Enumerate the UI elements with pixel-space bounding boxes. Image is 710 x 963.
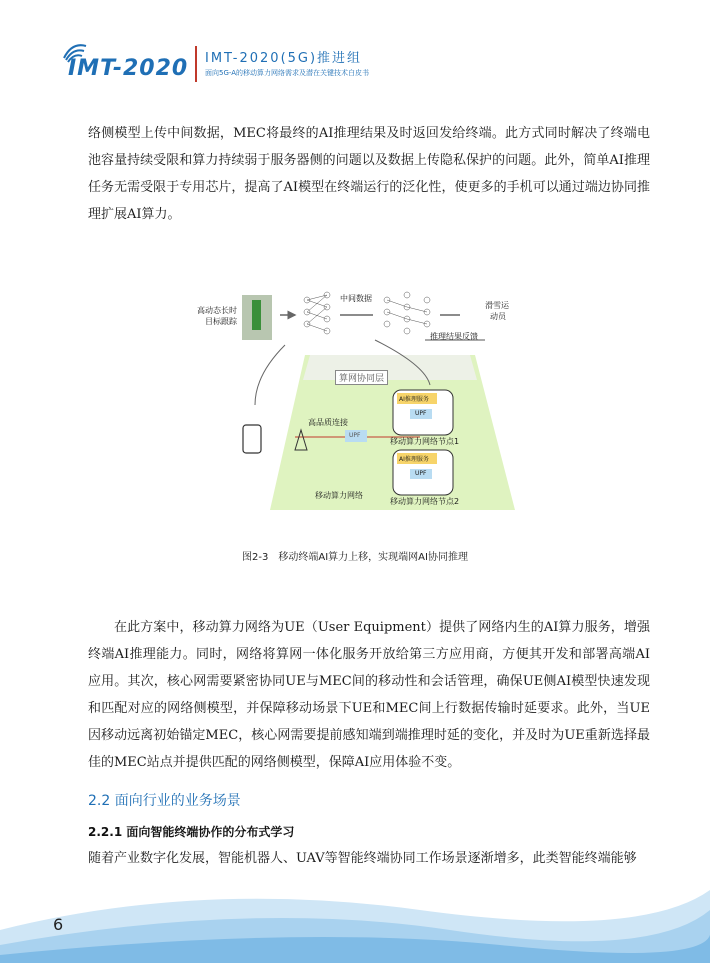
label-result2: 动员 <box>490 312 506 321</box>
label-ai-service-1: AI推理服务 <box>399 396 429 403</box>
section-heading-2-2: 2.2 面向行业的业务场景 <box>88 793 241 809</box>
page-header <box>0 0 710 100</box>
neural-net-left <box>304 292 330 334</box>
label-quality: 高品质连接 <box>308 418 348 427</box>
label-feedback: 推理结果反馈 <box>430 332 478 341</box>
label-network: 移动算力网络 <box>315 491 363 500</box>
label-upf-1: UPF <box>415 410 427 417</box>
footer-wave <box>0 870 710 963</box>
page-number: 6 <box>53 915 64 934</box>
label-node1: 移动算力网络节点1 <box>390 437 460 446</box>
label-ai-service-2: AI推理服务 <box>399 456 429 463</box>
neural-net-right <box>384 292 430 334</box>
figure-caption: 图2-3 移动终端AI算力上移，实现端网AI协同推理 <box>242 552 468 563</box>
label-upf-main: UPF <box>349 432 361 439</box>
imt-logo <box>60 44 190 84</box>
figure-2-3 <box>197 285 515 520</box>
paragraph-solution: 在此方案中，移动算力网络为UE（User Equipment）提供了网络内生的AI算力服务，增强终端AI推理能力。同时，网络将算网一体化服务开放给第三方应用商，方便其开发和部署高端AI应用。其次，核心网需要紧密协同UE与MEC间的移动性和会话管理，确保UE侧AI模型快速发现和匹配对应的网络侧模型，并保障移动场景下UE和MEC间上行数据传输时延要求。此外，当UE因移动远离初始锚定MEC，核心网需要提前感知端到端推理时延的变化，并及时为UE重新选择最佳的MEC站点并提供匹配的网络侧模型，保障AI应用体验不变。 <box>88 620 650 770</box>
paragraph-intro: 络侧模型上传中间数据，MEC将最终的AI推理结果及时返回发给终端。此方式同时解决了终端电池容量持续受限和算力持续弱于服务器侧的问题以及数据上传隐私保护的问题。此外，简单AI推理任务无需受限于专用芯片，提高了AI模型在终端运行的泛化性，使更多的手机可以通过端边协同推理扩展AI算力。 <box>88 126 650 222</box>
label-layer: 算网协同层 <box>335 370 388 385</box>
label-tracking: 高动态长时 <box>197 306 237 315</box>
layer-plane <box>303 355 477 380</box>
header-subtitle: 面向5G-A的移动算力网络需求及潜在关键技术白皮书 <box>205 69 370 77</box>
phone-icon <box>243 425 261 453</box>
header-title: IMT-2020(5G)推进组 <box>205 51 363 66</box>
header-divider <box>195 46 197 82</box>
skier-figure <box>252 300 261 330</box>
label-result1: 滑雪运 <box>485 301 509 310</box>
label-middle-data: 中间数据 <box>340 294 372 303</box>
paragraph-distributed: 随着产业数字化发展，智能机器人、UAV等智能终端协同工作场景逐渐增多，此类智能终端能够 <box>88 851 637 866</box>
label-node2: 移动算力网络节点2 <box>390 497 460 506</box>
logo-text: IMT-2020 <box>68 56 189 81</box>
curve-arrow-left <box>255 345 285 405</box>
section-heading-2-2-1: 2.2.1 面向智能终端协作的分布式学习 <box>88 825 295 839</box>
label-upf-2: UPF <box>415 470 427 477</box>
label-tracking2: 目标跟踪 <box>205 317 237 326</box>
